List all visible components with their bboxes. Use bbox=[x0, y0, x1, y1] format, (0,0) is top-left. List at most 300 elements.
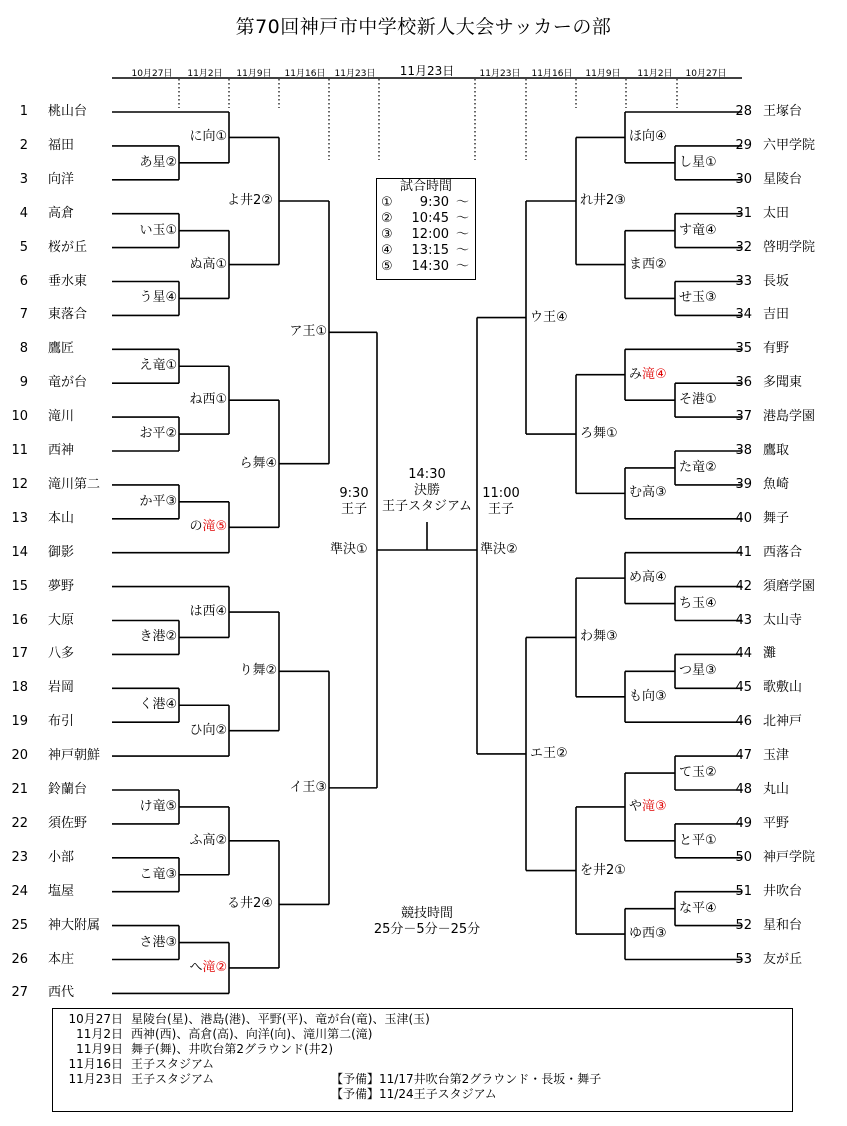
match-r3 bbox=[226, 193, 274, 209]
match-r4-label: エ王 bbox=[530, 745, 557, 761]
team-name: 太山寺 bbox=[763, 612, 803, 628]
schedule-row bbox=[377, 195, 475, 211]
final-venue: 王子スタジアム bbox=[381, 499, 473, 514]
team-number: 30 bbox=[735, 171, 752, 187]
date-right: 11月23日 bbox=[479, 69, 521, 79]
schedule-number: ② bbox=[381, 211, 393, 226]
match-r2-label: ゆ西 bbox=[629, 926, 656, 942]
match-r1-label: と平 bbox=[679, 832, 706, 848]
match-r1-label: か平 bbox=[139, 493, 166, 509]
match-r1-number: ④ bbox=[165, 290, 178, 306]
team-number: 21 bbox=[11, 782, 28, 797]
schedule-mark: ～ bbox=[455, 243, 469, 258]
note-date: 11月9日 bbox=[76, 1042, 123, 1056]
match-r1-number: ① bbox=[705, 832, 717, 848]
team-name: 西代 bbox=[48, 985, 75, 1001]
note-date: 11月23日 bbox=[68, 1072, 123, 1086]
match-r3 bbox=[579, 426, 619, 442]
match-r4-number: ④ bbox=[556, 309, 568, 325]
match-r1-label: い玉 bbox=[139, 222, 166, 238]
match-r1 bbox=[678, 223, 718, 239]
date-right: 10月27日 bbox=[685, 69, 727, 79]
team-name: 夢野 bbox=[48, 578, 75, 594]
schedule-time: 9:30 bbox=[419, 195, 449, 210]
team-name: 港島学園 bbox=[763, 409, 816, 425]
match-r2-number: ③ bbox=[655, 485, 667, 501]
team-name: 太田 bbox=[763, 205, 790, 221]
match-r1-number: ③ bbox=[165, 934, 178, 950]
schedule-mark: ～ bbox=[455, 195, 469, 210]
match-r3-label: る井2 bbox=[227, 896, 262, 912]
match-r2-label: も向 bbox=[629, 688, 656, 704]
team-name: 布引 bbox=[48, 714, 75, 730]
team-number: 49 bbox=[735, 815, 752, 831]
match-r4 bbox=[289, 324, 329, 340]
team-number: 31 bbox=[735, 205, 752, 221]
match-r1-number: ② bbox=[165, 629, 178, 645]
team-number: 29 bbox=[735, 137, 752, 153]
schedule-time: 13:15 bbox=[411, 243, 449, 258]
match-r2 bbox=[628, 485, 668, 501]
match-r2-number: ③ bbox=[655, 926, 667, 942]
team-number: 18 bbox=[11, 680, 28, 696]
match-r1-label: こ竜 bbox=[139, 866, 166, 882]
date-left: 10月27日 bbox=[131, 69, 173, 79]
team-number: 32 bbox=[735, 239, 752, 255]
match-r1 bbox=[678, 765, 718, 781]
match-r1-number: ① bbox=[705, 392, 717, 408]
schedule-row bbox=[377, 259, 475, 275]
team-number: 39 bbox=[735, 476, 752, 492]
team-name: 福田 bbox=[48, 137, 75, 153]
note-row bbox=[61, 1072, 784, 1087]
match-r2 bbox=[189, 723, 229, 739]
match-r1 bbox=[678, 155, 718, 171]
match-r4 bbox=[289, 780, 329, 796]
match-r1-label: あ星 bbox=[139, 154, 166, 170]
match-r3-number: ① bbox=[614, 862, 626, 878]
page-title: 第70回神戸市中学校新人大会サッカーの部 bbox=[235, 16, 612, 38]
team-name: 桜が丘 bbox=[48, 239, 88, 255]
note-row bbox=[61, 1012, 784, 1027]
match-time-schedule bbox=[376, 178, 476, 280]
team-number: 48 bbox=[735, 782, 752, 797]
match-r1-label: お平 bbox=[139, 426, 166, 442]
team-name: 平野 bbox=[763, 815, 790, 831]
match-r2-label: む高 bbox=[629, 485, 656, 501]
match-r4-label: イ王 bbox=[289, 779, 316, 795]
team-number: 10 bbox=[11, 409, 28, 425]
team-name: 桃山台 bbox=[48, 104, 88, 119]
team-name: 垂水東 bbox=[48, 273, 88, 289]
match-r1-label: そ港 bbox=[679, 392, 706, 408]
match-r2 bbox=[189, 129, 229, 145]
match-r1 bbox=[139, 223, 179, 239]
match-r1-label: す竜 bbox=[679, 222, 706, 238]
team-number: 38 bbox=[735, 443, 752, 458]
match-r1 bbox=[678, 290, 718, 306]
match-r2-number: ③ bbox=[655, 688, 667, 704]
date-right: 11月9日 bbox=[585, 69, 621, 79]
team-number: 13 bbox=[11, 510, 28, 526]
schedule-mark: ～ bbox=[455, 211, 469, 226]
match-r1-label: し星 bbox=[679, 154, 706, 170]
match-r2-number: 滝② bbox=[202, 959, 228, 975]
match-r1 bbox=[678, 460, 718, 476]
team-number: 4 bbox=[19, 205, 28, 221]
team-name: 北神戸 bbox=[763, 714, 803, 730]
schedule-time: 12:00 bbox=[411, 227, 449, 242]
match-r2-label: ふ高 bbox=[189, 832, 216, 848]
match-r1 bbox=[139, 358, 179, 374]
date-right: 11月16日 bbox=[531, 69, 573, 79]
team-name: 舞子 bbox=[763, 510, 790, 526]
match-r2-label: め高 bbox=[629, 570, 656, 586]
match-r3-label: ろ舞 bbox=[580, 426, 607, 442]
date-left: 11月16日 bbox=[284, 69, 326, 79]
match-r2-number: ① bbox=[215, 392, 228, 408]
match-r3-number: ④ bbox=[265, 455, 278, 471]
match-r1 bbox=[139, 629, 179, 645]
match-r1-number: ④ bbox=[705, 595, 717, 611]
team-number: 34 bbox=[735, 307, 752, 323]
team-name: 西神 bbox=[48, 443, 75, 458]
team-name: 高倉 bbox=[48, 205, 75, 221]
match-r1-number: ① bbox=[705, 154, 717, 170]
team-name: 竜が台 bbox=[48, 375, 88, 391]
match-r2 bbox=[189, 960, 229, 976]
team-name: 須磨学園 bbox=[763, 578, 816, 594]
team-number: 19 bbox=[11, 714, 28, 730]
team-name: 有野 bbox=[763, 341, 790, 357]
semi-final-match bbox=[329, 542, 369, 558]
match-r4-number: ① bbox=[315, 324, 328, 340]
match-r3-label: わ舞 bbox=[580, 629, 607, 645]
note-date: 11月16日 bbox=[68, 1057, 123, 1071]
match-r1-number: ⑤ bbox=[165, 798, 178, 814]
reserve-note bbox=[331, 1072, 601, 1087]
match-r4-number: ③ bbox=[315, 779, 328, 795]
team-name: 滝川第二 bbox=[48, 476, 101, 492]
match-r1 bbox=[139, 799, 179, 815]
match-r1-label: て玉 bbox=[679, 765, 706, 781]
match-r3-label: り舞 bbox=[239, 663, 266, 679]
match-r2-label: ね西 bbox=[189, 392, 216, 408]
team-name: 塩屋 bbox=[48, 883, 75, 899]
match-r2-label: へ bbox=[189, 959, 203, 975]
team-number: 44 bbox=[735, 646, 752, 662]
team-number: 46 bbox=[735, 714, 752, 730]
match-r1-number: ① bbox=[165, 358, 178, 374]
match-r1 bbox=[678, 663, 718, 679]
note-date: 11月2日 bbox=[76, 1027, 123, 1041]
match-r2 bbox=[628, 926, 668, 942]
match-r1-number: ② bbox=[705, 459, 717, 475]
match-r3 bbox=[579, 863, 627, 879]
team-number: 26 bbox=[11, 951, 28, 967]
match-r2-label: や bbox=[629, 798, 643, 814]
match-r2-label: み bbox=[629, 366, 643, 382]
team-name: 滝川 bbox=[48, 409, 75, 425]
team-number: 9 bbox=[19, 375, 28, 391]
match-r1 bbox=[139, 697, 179, 713]
match-r1-label: さ港 bbox=[139, 934, 166, 950]
final-time: 14:30 bbox=[408, 467, 446, 482]
match-r2-number: 滝⑤ bbox=[202, 519, 228, 535]
match-r3-number: ③ bbox=[614, 192, 626, 208]
team-number: 47 bbox=[735, 748, 752, 764]
match-r2-number: 滝③ bbox=[642, 798, 667, 814]
note-text: 舞子(舞)、井吹台第2グラウンド(井2) bbox=[131, 1042, 333, 1056]
team-name: 東落合 bbox=[48, 307, 88, 323]
match-r1 bbox=[678, 901, 718, 917]
match-r1-number: ① bbox=[165, 222, 178, 238]
note-text: 西神(西)、高倉(高)、向洋(向)、滝川第二(滝) bbox=[131, 1027, 373, 1041]
match-duration-value: 25分－5分－25分 bbox=[373, 922, 481, 937]
final-label: 決勝 bbox=[413, 483, 441, 498]
reserve-label: 【予備】 bbox=[331, 1072, 380, 1086]
final-date: 11月23日 bbox=[399, 64, 455, 78]
semi-left-time: 9:30 bbox=[339, 486, 369, 501]
match-r3-number: ④ bbox=[261, 896, 273, 912]
match-r1-number: ④ bbox=[705, 900, 717, 916]
match-r1 bbox=[139, 426, 179, 442]
match-r2-label: ま西 bbox=[629, 256, 656, 272]
match-r1-label: せ玉 bbox=[679, 290, 706, 306]
match-r2-number: ④ bbox=[655, 129, 667, 145]
match-r2 bbox=[189, 604, 229, 620]
match-r2-label: は西 bbox=[189, 604, 216, 620]
date-left: 11月9日 bbox=[236, 69, 272, 79]
team-name: 星陵台 bbox=[763, 171, 803, 187]
team-name: 岩岡 bbox=[48, 680, 75, 696]
match-r1-label: う星 bbox=[139, 290, 166, 306]
note-text: 星陵台(星)、港島(港)、平野(平)、竜が台(竜)、玉津(玉) bbox=[131, 1012, 430, 1026]
team-number: 16 bbox=[11, 612, 28, 628]
semi-final-number: ① bbox=[356, 542, 368, 557]
match-r1-number: ② bbox=[165, 426, 178, 442]
team-number: 40 bbox=[735, 510, 752, 526]
team-number: 35 bbox=[735, 341, 752, 357]
match-r2 bbox=[189, 392, 229, 408]
schedule-number: ① bbox=[381, 195, 393, 210]
team-number: 11 bbox=[11, 443, 28, 458]
match-r1 bbox=[139, 494, 179, 510]
team-name: 長坂 bbox=[763, 273, 790, 289]
team-name: 友が丘 bbox=[763, 951, 803, 967]
note-row bbox=[61, 1057, 784, 1072]
semi-right-time: 11:00 bbox=[482, 486, 520, 501]
match-r3-number: ① bbox=[606, 426, 618, 442]
team-name: 灘 bbox=[763, 646, 777, 662]
match-r4-label: ウ王 bbox=[530, 309, 557, 325]
match-r1 bbox=[678, 833, 718, 849]
match-r2-label: の bbox=[189, 519, 203, 535]
team-name: 神戸朝鮮 bbox=[48, 748, 101, 764]
team-number: 8 bbox=[19, 341, 28, 357]
team-number: 15 bbox=[11, 578, 28, 594]
match-r1 bbox=[678, 392, 718, 408]
match-r4-label: ア王 bbox=[289, 324, 316, 340]
team-name: 本山 bbox=[48, 510, 75, 526]
team-name: 御影 bbox=[48, 544, 75, 560]
match-r1-label: ち玉 bbox=[679, 595, 706, 611]
match-r1-number: ③ bbox=[165, 493, 178, 509]
team-number: 25 bbox=[11, 917, 28, 933]
match-r3 bbox=[239, 456, 279, 472]
team-number: 41 bbox=[735, 544, 752, 560]
match-r3 bbox=[579, 193, 627, 209]
team-name: 向洋 bbox=[48, 171, 75, 187]
match-r2-label: に向 bbox=[189, 129, 216, 145]
team-name: 玉津 bbox=[763, 748, 790, 764]
schedule-row bbox=[377, 243, 475, 259]
match-r2 bbox=[189, 519, 229, 535]
team-number: 23 bbox=[11, 849, 28, 865]
team-name: 大原 bbox=[48, 612, 75, 628]
match-r2 bbox=[628, 689, 668, 705]
match-r2 bbox=[189, 833, 229, 849]
match-r3 bbox=[579, 629, 619, 645]
team-name: 八多 bbox=[48, 646, 75, 662]
match-r1 bbox=[139, 155, 179, 171]
match-r1-number: ② bbox=[705, 765, 717, 781]
match-r1-label: く港 bbox=[139, 697, 166, 713]
reserve-label: 【予備】 bbox=[331, 1087, 380, 1101]
match-r1-label: つ星 bbox=[679, 663, 706, 679]
reserve-text: 11/24王子スタジアム bbox=[379, 1087, 497, 1101]
match-r2-label: ひ向 bbox=[189, 722, 216, 738]
team-number: 52 bbox=[735, 917, 752, 933]
schedule-number: ⑤ bbox=[381, 259, 393, 274]
note-text: 王子スタジアム bbox=[131, 1057, 215, 1071]
semi-final-match bbox=[479, 542, 519, 558]
match-r1 bbox=[139, 290, 179, 306]
match-r1 bbox=[139, 935, 179, 951]
team-number: 37 bbox=[735, 409, 752, 425]
date-left: 11月2日 bbox=[187, 69, 223, 79]
match-r2 bbox=[628, 367, 668, 383]
team-number: 24 bbox=[11, 883, 28, 899]
match-r3-label: れ井2 bbox=[580, 192, 615, 208]
team-number: 27 bbox=[11, 985, 28, 1001]
team-name: 魚崎 bbox=[763, 476, 790, 492]
team-name: 神大附属 bbox=[48, 917, 101, 933]
match-r1-number: ④ bbox=[705, 222, 717, 238]
schedule-time: 10:45 bbox=[411, 211, 449, 226]
team-name: 鷹取 bbox=[763, 443, 790, 458]
schedule-heading: 試合時間 bbox=[399, 179, 452, 194]
match-r3-label: ら舞 bbox=[239, 455, 266, 471]
match-r1-label: え竜 bbox=[139, 358, 166, 374]
team-number: 43 bbox=[735, 612, 752, 628]
match-r1-label: な平 bbox=[679, 900, 706, 916]
match-r1-number: ③ bbox=[165, 866, 178, 882]
note-date: 10月27日 bbox=[68, 1012, 123, 1026]
team-name: 西落合 bbox=[763, 544, 803, 560]
team-number: 53 bbox=[735, 951, 752, 967]
match-r2-number: ② bbox=[655, 256, 667, 272]
team-name: 歌敷山 bbox=[763, 680, 803, 696]
match-r3 bbox=[239, 663, 279, 679]
semi-final-label: 準決 bbox=[330, 542, 357, 557]
match-r3-number: ② bbox=[265, 663, 278, 679]
team-number: 2 bbox=[19, 137, 28, 153]
date-left: 11月23日 bbox=[334, 69, 376, 79]
match-r2 bbox=[628, 799, 668, 815]
team-name: 星和台 bbox=[763, 917, 803, 933]
match-r3-label: を井2 bbox=[580, 862, 615, 878]
match-r4 bbox=[529, 746, 569, 762]
schedule-row bbox=[377, 211, 475, 227]
date-right: 11月2日 bbox=[637, 69, 673, 79]
match-r2-number: ④ bbox=[215, 604, 228, 620]
team-name: 小部 bbox=[48, 849, 75, 865]
team-number: 33 bbox=[735, 273, 752, 289]
team-number: 28 bbox=[735, 104, 752, 119]
schedule-mark: ～ bbox=[455, 227, 469, 242]
team-number: 1 bbox=[19, 104, 28, 119]
note-row bbox=[61, 1087, 784, 1102]
schedule-number: ④ bbox=[381, 243, 393, 258]
team-number: 51 bbox=[735, 883, 752, 899]
team-name: 井吹台 bbox=[763, 883, 803, 899]
team-number: 17 bbox=[11, 646, 28, 662]
team-number: 50 bbox=[735, 849, 752, 865]
team-number: 22 bbox=[11, 815, 28, 831]
team-name: 鈴蘭台 bbox=[48, 782, 88, 797]
team-name: 啓明学院 bbox=[763, 239, 816, 255]
team-number: 42 bbox=[735, 578, 752, 594]
team-name: 須佐野 bbox=[48, 815, 88, 831]
team-name: 鷹匠 bbox=[48, 341, 75, 357]
team-number: 5 bbox=[19, 239, 28, 255]
match-r2 bbox=[628, 570, 668, 586]
semi-right-venue: 王子 bbox=[487, 502, 515, 517]
note-row bbox=[61, 1042, 784, 1057]
team-name: 多聞東 bbox=[763, 375, 803, 391]
team-name: 神戸学院 bbox=[763, 849, 816, 865]
team-number: 20 bbox=[11, 748, 28, 764]
reserve-text: 11/17井吹台第2グラウンド・長坂・舞子 bbox=[379, 1072, 602, 1086]
match-r1 bbox=[678, 596, 718, 612]
match-r1-label: き港 bbox=[139, 629, 166, 645]
note-row bbox=[61, 1027, 784, 1042]
match-r1-number: ③ bbox=[705, 663, 717, 679]
match-r2-label: ほ向 bbox=[629, 129, 656, 145]
team-number: 7 bbox=[19, 307, 28, 323]
match-r2-number: ② bbox=[215, 722, 228, 738]
schedule-mark: ～ bbox=[455, 259, 469, 274]
schedule-number: ③ bbox=[381, 227, 393, 242]
match-r3 bbox=[226, 896, 274, 912]
match-r2 bbox=[628, 257, 668, 273]
match-r1-label: け竜 bbox=[139, 798, 166, 814]
team-number: 12 bbox=[11, 476, 28, 492]
match-r2-number: ① bbox=[215, 256, 228, 272]
semi-final-number: ② bbox=[506, 542, 518, 557]
match-r1-label: た竜 bbox=[679, 459, 706, 475]
match-r2 bbox=[189, 257, 229, 273]
schedule-row bbox=[377, 227, 475, 243]
match-r1-number: ④ bbox=[165, 697, 178, 713]
match-r3-label: よ井2 bbox=[227, 192, 262, 208]
semi-final-label: 準決 bbox=[480, 542, 507, 557]
venue-notes bbox=[52, 1008, 793, 1112]
team-name: 吉田 bbox=[763, 307, 790, 323]
team-name: 王塚台 bbox=[763, 104, 803, 119]
team-number: 3 bbox=[19, 171, 28, 187]
